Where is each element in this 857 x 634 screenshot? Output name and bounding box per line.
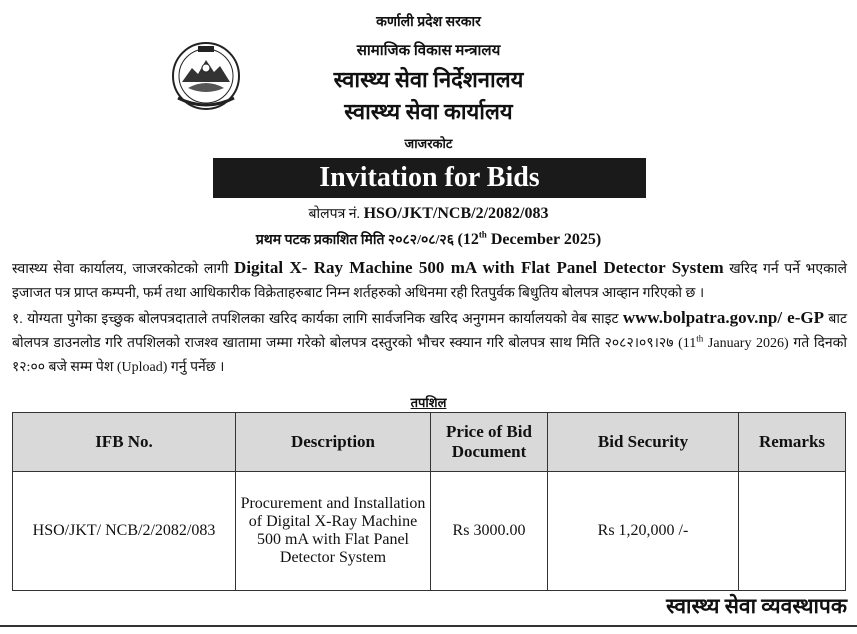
cell-remarks bbox=[739, 472, 846, 591]
header-ifb-no: IFB No. bbox=[13, 413, 236, 472]
office-location: जाजरकोट bbox=[404, 136, 453, 151]
bid-reference-number: HSO/JKT/NCB/2/2082/083 bbox=[363, 205, 549, 222]
publication-date-en: (12th December 2025) bbox=[457, 229, 602, 248]
ministry-name: सामाजिक विकास मन्त्रालय bbox=[356, 43, 501, 59]
table-header-row bbox=[13, 413, 846, 472]
cell-bid-security: Rs 1,20,000 /- bbox=[548, 472, 739, 591]
publication-date bbox=[0, 230, 857, 249]
header-price: Price of Bid Document bbox=[431, 413, 548, 472]
directorate-name: स्वास्थ्य सेवा निर्देशनालय bbox=[333, 67, 524, 92]
signatory-title: स्वास्थ्य सेवा व्यवस्थापक bbox=[666, 594, 847, 618]
condition-paragraph: १. योग्यता पुगेका इच्छुक बोलपत्रदाताले तपशिलका खरिद कार्यका लागि सार्वजनिक खरिद अनुगमन कार्यालयको वेब साइट www.bolpatra.gov.np/ e-GP बाट बोलपत्र डाउनलोड गरि तपशिलको राजश्व खातामा जम्मा गरेको बोलपत्र दस्तुरको भौचर स्क्यान गरि बोलपत्र साथ मिति २०८२।०९।२७ (11th January 2026) गते दिनको १२:०० बजे सम्म पेश (Upload) गर्नु पर्नेछ । bbox=[12, 308, 848, 375]
table-row bbox=[13, 472, 846, 591]
deadline-en: (11th January 2026) bbox=[678, 333, 789, 351]
procurement-item: Digital X- Ray Machine 500 mA with Flat Panel Detector System bbox=[234, 258, 724, 277]
bid-details-table bbox=[12, 412, 846, 591]
intro-paragraph: स्वास्थ्य सेवा कार्यालय, जाजरकोटको लागी Digital X- Ray Machine 500 mA with Flat Panel Detector System खरिद गर्न पर्ने भएकाले इजाजत पत्र प्राप्त कम्पनी, फर्म तथा आधिकारीक विक्रेताहरुबाट निम्न शर्तहरुको अधिनमा रही रितपुर्वक बिधुतिय बोलपत्र आव्हान गरिएको छ । bbox=[12, 258, 847, 301]
cell-price: Rs 3000.00 bbox=[431, 472, 548, 591]
header-bid-security: Bid Security bbox=[548, 413, 739, 472]
bottom-divider bbox=[0, 625, 857, 627]
bolpatra-website-link[interactable]: www.bolpatra.gov.np/ e-GP bbox=[622, 308, 824, 327]
bid-reference-label: बोलपत्र नं. bbox=[308, 207, 361, 222]
header-description: Description bbox=[236, 413, 431, 472]
bid-reference bbox=[0, 204, 857, 223]
details-table-title: तपशिल bbox=[410, 395, 447, 410]
invitation-banner: Invitation for Bids bbox=[213, 158, 646, 198]
province-government: कर्णाली प्रदेश सरकार bbox=[376, 15, 481, 30]
cell-description: Procurement and Installation of Digital X-Ray Machine 500 mA with Flat Panel Detector System bbox=[236, 472, 431, 591]
office-name: स्वास्थ्य सेवा कार्यालय bbox=[344, 99, 513, 124]
publication-date-label: प्रथम पटक प्रकाशित मिति २०८२/०८/२६ bbox=[255, 233, 454, 248]
cell-ifb-no: HSO/JKT/ NCB/2/2082/083 bbox=[13, 472, 236, 591]
header-remarks: Remarks bbox=[739, 413, 846, 472]
